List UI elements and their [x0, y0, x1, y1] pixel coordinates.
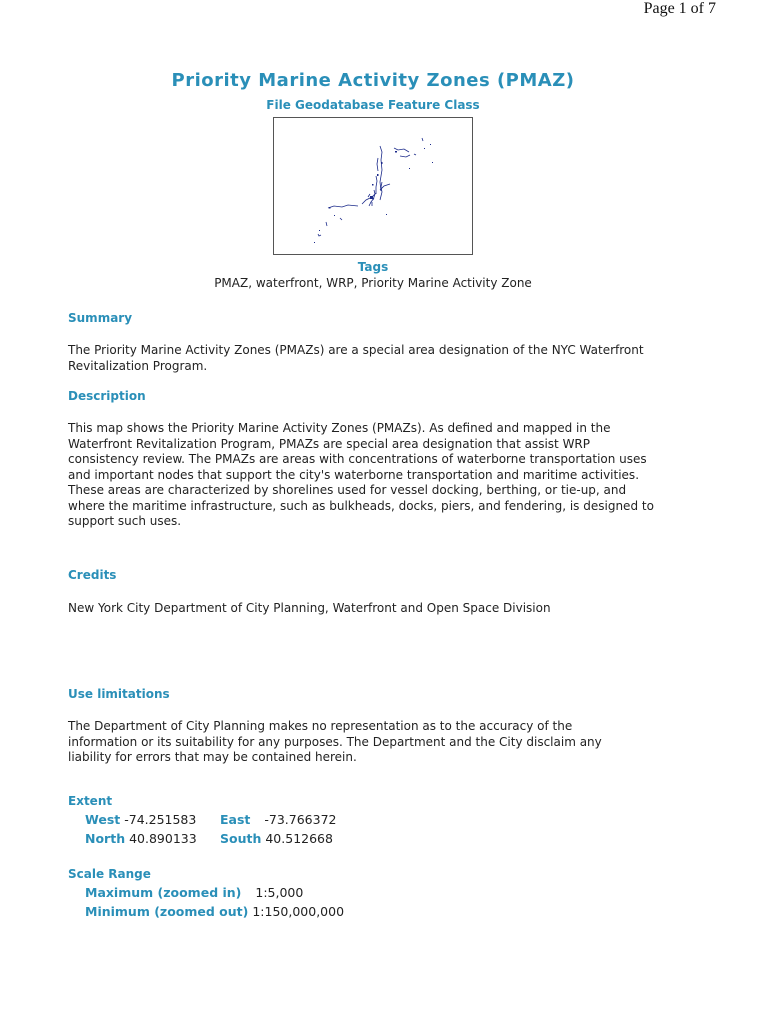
- scale-max: [85, 885, 303, 900]
- extent-north-value: 40.890133: [129, 831, 197, 846]
- description-text: This map shows the Priority Marine Activity Zones (PMAZs). As defined and mapped in the Waterfront Revitalization Program, PMAZs are special area designation that assist WRP consistency review. The PMAZs are areas with concentrations of waterborne transportation uses and important nodes that support the city's waterborne transportation and maritime activities. These areas are characterized by shorelines used for vessel docking, berthing, or tie-up, and where the maritime infrastructure, such as bulkheads, docks, piers, and fendering, is designed to support such uses.: [68, 421, 654, 528]
- extent-east-value: -73.766372: [264, 812, 337, 827]
- scale-min: [85, 904, 344, 919]
- extent-heading: Extent: [68, 794, 113, 808]
- extent-east-label: East: [220, 812, 251, 827]
- map-thumbnail: [273, 117, 473, 255]
- scale-max-value: 1:5,000: [255, 885, 304, 900]
- document-title: Priority Marine Activity Zones (PMAZ): [171, 70, 575, 91]
- extent-west-value: -74.251583: [124, 812, 197, 827]
- extent-west-label: West: [85, 812, 121, 827]
- extent-north: [85, 831, 197, 846]
- scale-min-label: Minimum (zoomed out): [85, 904, 249, 919]
- use-limitations-heading: Use limitations: [68, 687, 170, 701]
- scale-range-heading: Scale Range: [68, 867, 151, 881]
- scale-min-value: 1:150,000,000: [252, 904, 345, 919]
- scale-max-label: Maximum (zoomed in): [85, 885, 242, 900]
- extent-south-label: South: [220, 831, 262, 846]
- use-limitations-text: The Department of City Planning makes no representation as to the accuracy of the information or its suitability for any purposes. The Department and the City disclaim any liability for errors that may be contained herein.: [68, 719, 602, 764]
- credits-text: New York City Department of City Planning, Waterfront and Open Space Division: [68, 601, 551, 615]
- summary-heading: Summary: [68, 311, 133, 325]
- tags-text: PMAZ, waterfront, WRP, Priority Marine Activity Zone: [214, 276, 532, 290]
- page-number: Page 1 of 7: [643, 0, 716, 17]
- extent-north-label: North: [85, 831, 126, 846]
- credits-heading: Credits: [68, 568, 117, 582]
- summary-text: The Priority Marine Activity Zones (PMAZs) are a special area designation of the NYC Waterfront Revitalization Program.: [68, 343, 644, 373]
- map-thumbnail-icon: [274, 118, 472, 254]
- extent-east: [220, 812, 336, 827]
- tags-heading: Tags: [357, 260, 389, 274]
- extent-west: [85, 812, 196, 827]
- extent-south-value: 40.512668: [265, 831, 333, 846]
- description-heading: Description: [68, 389, 146, 403]
- extent-south: [220, 831, 333, 846]
- document-subtitle: File Geodatabase Feature Class: [266, 98, 480, 112]
